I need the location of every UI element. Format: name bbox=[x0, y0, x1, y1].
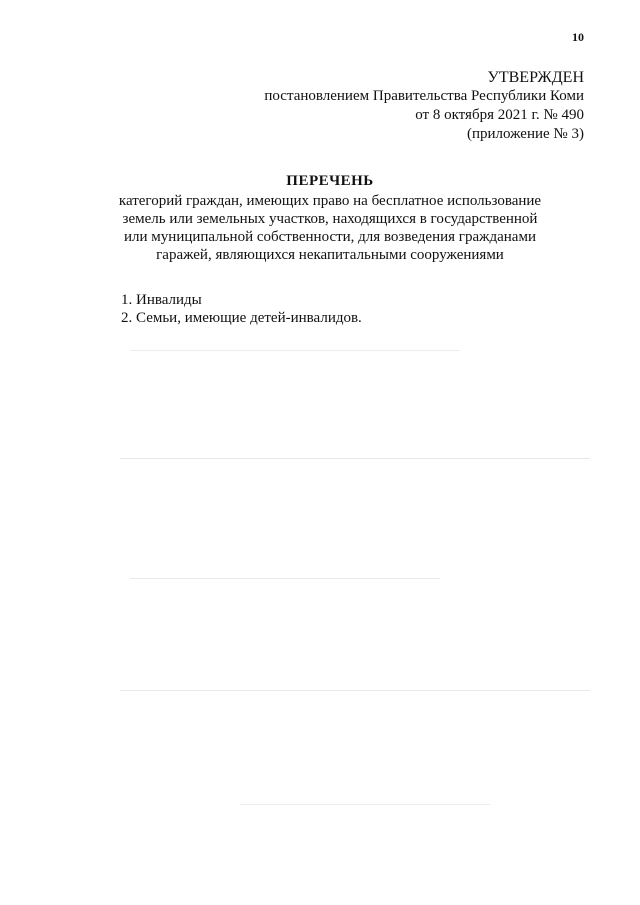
category-list bbox=[121, 291, 362, 327]
document-subtitle bbox=[80, 192, 580, 264]
list-item: 1. Инвалиды bbox=[121, 292, 202, 308]
subtitle-line: категорий граждан, имеющих право на бесплатное использование bbox=[118, 193, 542, 209]
document-title: ПЕРЕЧЕНЬ bbox=[286, 173, 374, 189]
approval-line-3: (приложение № 3) bbox=[466, 126, 584, 142]
scan-artifact bbox=[240, 804, 490, 805]
subtitle-line: земель или земельных участков, находящихся в государственной bbox=[122, 211, 538, 227]
approval-stamp bbox=[264, 68, 584, 144]
scan-artifact bbox=[120, 690, 590, 691]
subtitle-line: или муниципальной собственности, для возведения гражданами bbox=[124, 229, 536, 245]
approval-line-2: от 8 октября 2021 г. № 490 bbox=[415, 107, 584, 123]
scan-artifact bbox=[120, 458, 590, 459]
heading-block bbox=[80, 173, 580, 264]
approval-title: УТВЕРЖДЕН bbox=[487, 69, 584, 86]
list-item: 2. Семьи, имеющие детей-инвалидов. bbox=[121, 310, 362, 326]
approval-line-1: постановлением Правительства Республики Коми bbox=[264, 88, 584, 104]
scan-artifact bbox=[130, 350, 460, 351]
subtitle-line: гаражей, являющихся некапитальными сооружениями bbox=[156, 247, 504, 263]
scan-artifact bbox=[130, 578, 440, 579]
page-number: 10 bbox=[572, 30, 584, 44]
